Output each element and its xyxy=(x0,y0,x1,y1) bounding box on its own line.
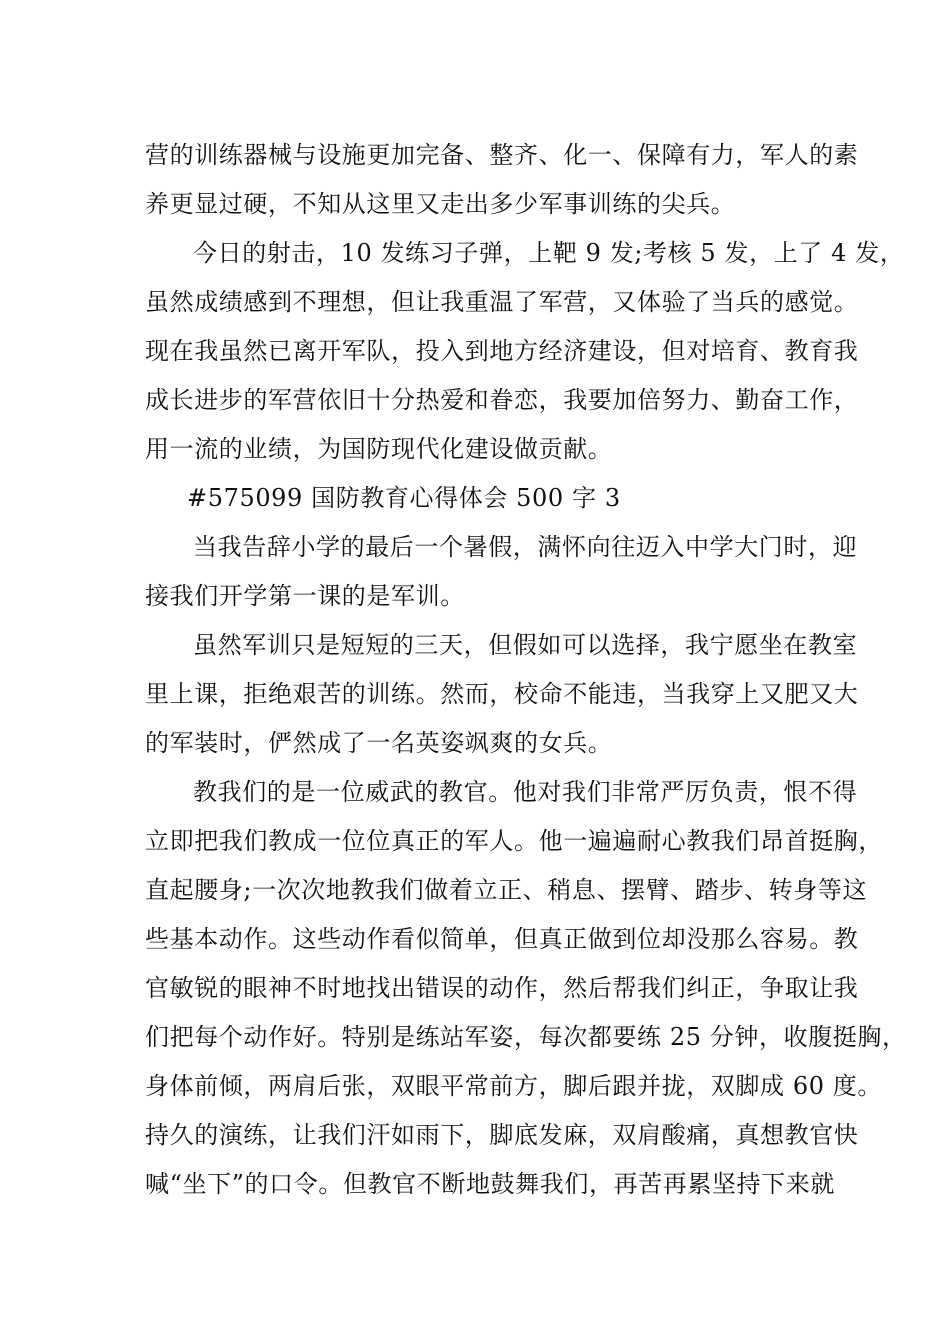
text-line: 们把每个动作好。特别是练站军姿，每次都要练 25 分钟，收腹挺胸， xyxy=(145,1023,907,1051)
text-line: 营的训练器械与设施更加完备、整齐、化一、保障有力，军人的素 xyxy=(145,141,859,169)
text-line: 里上课，拒绝艰苦的训练。然而，校命不能违，当我穿上又肥又大 xyxy=(145,680,859,708)
section-heading xyxy=(145,474,810,523)
text-line: 当我告辞小学的最后一个暑假，满怀向往迈入中学大门时，迎 xyxy=(193,533,858,561)
text-line: 用一流的业绩，为国防现代化建设做贡献。 xyxy=(145,435,613,463)
text-line: 今日的射击，10 发练习子弹，上靶 9 发;考核 5 发，上了 4 发， xyxy=(193,239,905,267)
paragraph-2 xyxy=(145,229,905,474)
section-heading-text: #575099 国防教育心得体会 500 字 3 xyxy=(187,484,621,512)
text-line: 身体前倾，两肩后张，双眼平常前方，脚后跟并拢，双脚成 60 度。 xyxy=(145,1072,882,1100)
paragraph-5 xyxy=(145,768,907,1209)
text-line: 喊“坐下”的口令。但教官不断地鼓舞我们，再苦再累坚持下来就 xyxy=(145,1170,835,1198)
text-line: 直起腰身;一次次地教我们做着立正、稍息、摆臂、踏步、转身等这 xyxy=(145,876,868,904)
document-body xyxy=(145,131,907,1209)
text-line: 持久的演练，让我们汗如雨下，脚底发麻，双肩酸痛，真想教官快 xyxy=(145,1121,859,1149)
paragraph-1 xyxy=(145,131,859,229)
text-line: 成长进步的军营依旧十分热爱和眷恋，我要加倍努力、勤奋工作， xyxy=(145,386,859,414)
paragraph-4 xyxy=(145,621,859,768)
text-line: 现在我虽然已离开军队，投入到地方经济建设，但对培育、教育我 xyxy=(145,337,859,365)
paragraph-3 xyxy=(145,523,858,621)
text-line: 立即把我们教成一位位真正的军人。他一遍遍耐心教我们昂首挺胸， xyxy=(145,827,883,855)
text-line: 的军装时，俨然成了一名英姿飒爽的女兵。 xyxy=(145,729,613,757)
text-line: 些基本动作。这些动作看似简单，但真正做到位却没那么容易。教 xyxy=(145,925,859,953)
text-line: 接我们开学第一课的是军训。 xyxy=(145,582,465,610)
text-line: 官敏锐的眼神不时地找出错误的动作，然后帮我们纠正，争取让我 xyxy=(145,974,859,1002)
text-line: 虽然成绩感到不理想，但让我重温了军营，又体验了当兵的感觉。 xyxy=(145,288,859,316)
text-line: 虽然军训只是短短的三天，但假如可以选择，我宁愿坐在教室 xyxy=(193,631,858,659)
text-line: 养更显过硬，不知从这里又走出多少军事训练的尖兵。 xyxy=(145,190,736,218)
text-line: 教我们的是一位威武的教官。他对我们非常严厉负责，恨不得 xyxy=(193,778,858,806)
